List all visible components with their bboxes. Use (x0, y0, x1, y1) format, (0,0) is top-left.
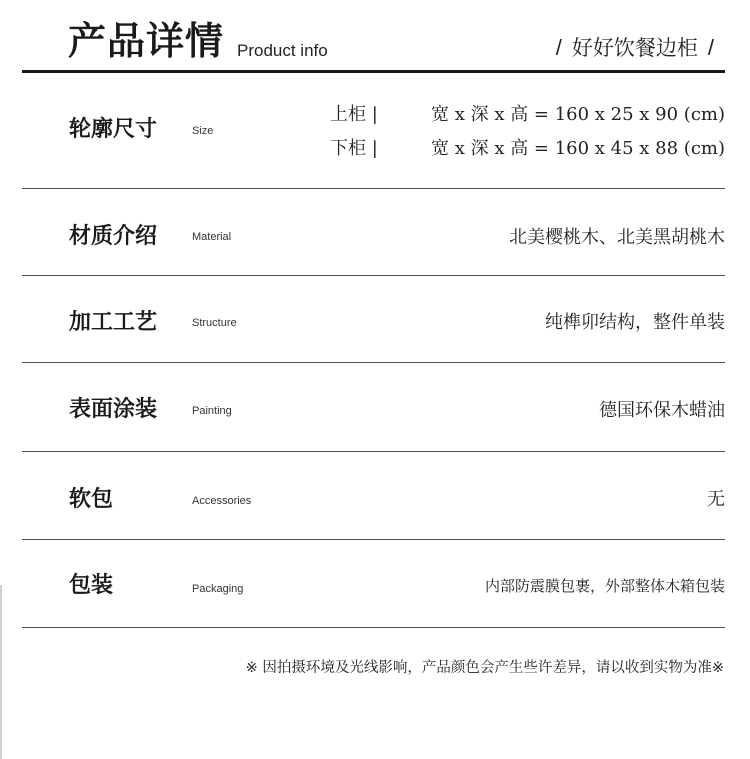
spec-row-material (22, 189, 725, 275)
row-divider (22, 627, 725, 628)
lower-cabinet-tag: 下柜 | (330, 138, 378, 159)
spec-label-en: Size (192, 125, 214, 137)
spec-label-en: Accessories (192, 495, 252, 507)
upper-cabinet-dimensions: 宽 x 深 x 高 = 160 x 25 x 90 (cm) (431, 104, 725, 125)
page-subtitle: Product info (237, 41, 328, 60)
product-name: 好好饮餐边柜 (571, 36, 698, 60)
slash-right: / (707, 35, 714, 60)
spec-row-painting (22, 363, 725, 451)
header (0, 0, 750, 74)
spec-row-structure (22, 276, 725, 362)
spec-value: 纯榫卯结构，整件单装 (545, 312, 725, 333)
spec-row-size (22, 74, 725, 188)
spec-label-cn: 轮廓尺寸 (69, 116, 158, 142)
spec-row-accessories (22, 452, 725, 539)
page-title: 产品详情 (68, 18, 225, 63)
spec-value: 无 (707, 489, 725, 510)
slash-left: / (555, 35, 562, 60)
spec-label-en: Structure (192, 317, 237, 329)
product-name-block (546, 32, 724, 62)
lower-cabinet-dimensions: 宽 x 深 x 高 = 160 x 45 x 88 (cm) (431, 138, 725, 159)
upper-cabinet-tag: 上柜 | (330, 104, 378, 125)
spec-value: 德国环保木蜡油 (599, 400, 725, 421)
footnote: ※ 因拍摄环境及光线影响，产品颜色会产生些许差异，请以收到实物为准※ (245, 660, 724, 676)
spec-label-en: Packaging (192, 583, 244, 595)
spec-label-cn: 加工工艺 (69, 309, 158, 335)
spec-label-cn: 软包 (69, 486, 114, 512)
spec-label-cn: 表面涂装 (69, 396, 158, 422)
spec-row-packaging (22, 540, 725, 627)
spec-label-cn: 包装 (69, 572, 114, 598)
spec-label-en: Material (192, 231, 232, 243)
spec-label-cn: 材质介绍 (69, 223, 158, 249)
spec-value: 北美樱桃木、北美黑胡桃木 (509, 227, 725, 248)
spec-label-en: Painting (192, 405, 232, 417)
header-divider (22, 70, 725, 73)
spec-value: 内部防震膜包裹，外部整体木箱包装 (484, 577, 725, 595)
left-edge-line (0, 585, 2, 759)
